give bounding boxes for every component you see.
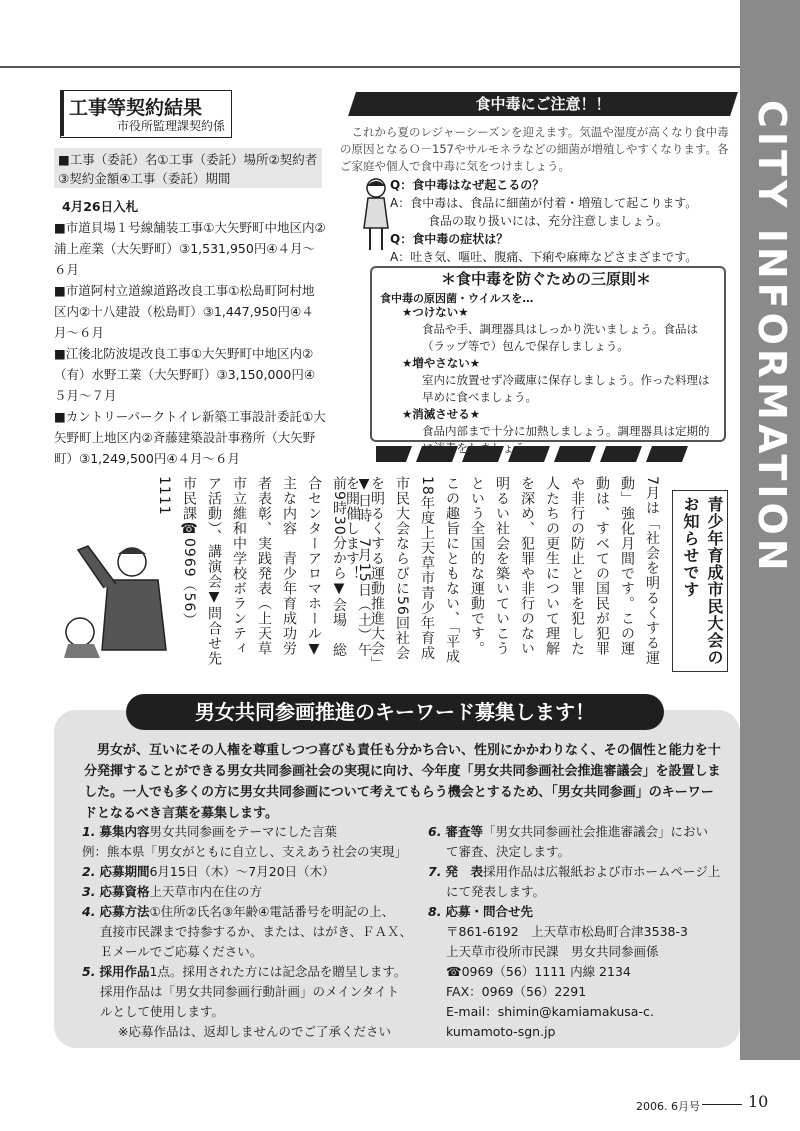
list-item: 6. 審査等「男女共同参画社会推進審議会」におい: [428, 824, 708, 839]
page-number: 10: [748, 1092, 769, 1111]
list-item: ルとして使用します。: [100, 1004, 225, 1019]
youth-event-info: ▼日時 7月15日（土）午前9時30分から▼会場 総合センターアロマホール▼主な内容 青少年育成功労者表彰、実践発表（上天草市立維和中学校ボランティア活動）、講演会▼問合せ先 市民課☎0969（56）1111: [156, 476, 372, 681]
food-answer: A：食中毒は、食品に細菌が付着・増殖して起こります。: [390, 196, 698, 210]
rule-body: 食品内部まで十分に加熱しましょう。調理器具は定期的 を ましょう。: [422, 424, 710, 455]
contracts-legend: ■工事（委託）名①工事（委託）場所②契約者③契約金額④工事（委託）期間: [58, 152, 318, 186]
footer-rule: [702, 1104, 742, 1105]
contract-item: ■市道阿村立道線道路改良工事①松島町阿村地区内②十八建設（松島町）③1,447,950円④４月〜６月: [54, 283, 315, 340]
list-item: 1. 募集内容男女共同参画をテーマにした言葉: [82, 824, 337, 839]
contract-item: ■カントリーパークトイレ新築工事設計委託①大矢野町上地区内②斉藤建築設計事務所（大矢野町）③1,249,500円④４月〜６月: [54, 409, 326, 466]
rule-heading: ★消滅させる★: [402, 407, 481, 421]
contracts-subtitle: 市役所監理課契約係: [116, 119, 225, 133]
top-rule: [0, 66, 740, 68]
list-item: 3. 応募資格上天草市内在住の方: [82, 884, 262, 899]
list-item: 例：熊本県「男女がともに自立し、支えあう社会の実現」: [82, 844, 408, 859]
list-item: て審査、決定します。: [446, 844, 571, 859]
list-item: E-mail：shimin@kamiamakusa-c.: [446, 1004, 654, 1019]
contracts-accent-bar: [60, 90, 64, 136]
keyword-left-list: [82, 822, 422, 1042]
youth-title: 青少年育成市民大会のお知らせです: [681, 496, 724, 666]
rule-body: 食品や手、調理器具はしっかり洗いましょう。食品は（ラップ等で）包んで保存しましょう。: [422, 322, 698, 353]
side-banner: [740, 0, 800, 1060]
contracts-date: 4月26日入札: [62, 199, 139, 214]
list-item: ☎0969（56）1111 内線 2134: [446, 964, 631, 979]
keyword-right-list: [428, 822, 728, 1042]
rules-title: ＊食中毒を防ぐための三原則＊: [440, 270, 651, 288]
contracts-legend-box: [54, 148, 322, 188]
food-qa: [390, 176, 740, 266]
list-item: 上天草市役所市民課 男女共同参画係: [446, 944, 659, 959]
contracts-title: 工事等契約結果: [69, 97, 203, 119]
keyword-intro: 男女が、互いにその人権を尊重しつつ喜びも責任も分かち合い、性別にかかわりなく、その個性と能力を十分発揮することができる男女共同参画社会の実現に向け、今年度「男女共同参画社会推進審議会」を設置しました。一人でも多くの方に男女共同参画について考えてもらう機会とするため、「男女共同参画」のキーワードとなるべき言葉を募集します。: [84, 743, 721, 821]
keyword-title: 男女共同参画推進のキーワード募集します！: [195, 700, 595, 724]
side-banner-text: CITY INFORMATION: [750, 100, 794, 575]
youth-body: 7月は「社会を明るくする運動」強化月間です。この運動は、すべての国民が犯罪や非行の防止と罪を犯した人たちの更生について理解を深め、犯罪や非行のない明るい社会を築いていこうという全国的な運動です。この趣旨にともない、「平成18年度上天草市青少年育成市民大会ならびに56回社会を明るくする運動推進大会」を開催します！: [344, 476, 660, 666]
list-item: 4. 応募方法①住所②氏名③年齢④電話番号を明記の上、: [82, 904, 395, 919]
list-item: 8. 応募・問合せ先: [428, 904, 533, 919]
list-item: 5. 採用作品1点。採用された方には記念品を贈呈します。: [82, 964, 407, 979]
list-item: Ｅメールでご応募ください。: [100, 944, 263, 959]
list-item: 7. 発 表採用作品は広報紙および市ホームページ上: [428, 864, 721, 879]
list-item: 直接市民課まで持参するか、または、はがき、ＦＡＸ、: [100, 924, 413, 939]
list-item: kumamoto-sgn.jp: [446, 1024, 556, 1039]
rule-heading: ★増やさない★: [402, 356, 481, 370]
list-item: ※応募作品は、返却しませんのでご了承ください: [118, 1024, 391, 1039]
list-item: 2. 応募期間6月15日（木）〜7月20日（木）: [82, 864, 335, 879]
food-intro: これから夏のレジャーシーズンを迎えます。気温や湿度が高くなり食中毒の原因となるＯ－157やサルモネラなどの細菌が増殖しやすくなります。各ご家庭や個人で食中毒に気をつけましょう。: [340, 125, 729, 173]
list-item: にて発表します。: [446, 884, 546, 899]
dashed-divider: [376, 446, 716, 462]
issue-label: 2006. 6月号: [636, 1100, 700, 1113]
contract-item: ■市道貝場１号線舗装工事①大矢野町中地区内②浦上産業（大矢野町）③1,531,950円④４月〜６月: [54, 220, 326, 277]
rules-subtitle: 食中毒の原因菌・ウイルスを…: [380, 292, 534, 305]
list-item: 〒861-6192 上天草市松島町合津3538-3: [446, 924, 688, 939]
food-title: 食中毒にご注意！！: [475, 95, 611, 113]
handshake-illustration: [58, 540, 174, 658]
food-answer: A：吐き気、嘔吐、腹痛、下痢や麻痺などさまざまです。: [390, 250, 698, 264]
contract-item: ■江後北防波堤改良工事①大矢野町中地区内②（有）水野工業（大矢野町）③3,150,000円④５月〜７月: [54, 346, 316, 403]
food-question: Q：食中毒の症状は？: [390, 232, 509, 246]
food-question: Q：食中毒はなぜ起こるの？: [390, 178, 545, 192]
list-item: 採用作品は「男女共同参画行動計画」のメインタイト: [100, 984, 400, 999]
contracts-list: [54, 196, 326, 469]
rule-heading: ★つけない★: [402, 305, 469, 319]
food-answer: 食品の取り扱いには、充分注意しましょう。: [428, 214, 669, 228]
rules-list: [396, 304, 716, 457]
rule-body: 室内に放置せず冷蔵庫に保存しましょう。作った料理は早めに食べましょう。: [422, 373, 710, 404]
contracts-header: [60, 90, 232, 138]
list-item: FAX：0969（56）2291: [446, 984, 587, 999]
